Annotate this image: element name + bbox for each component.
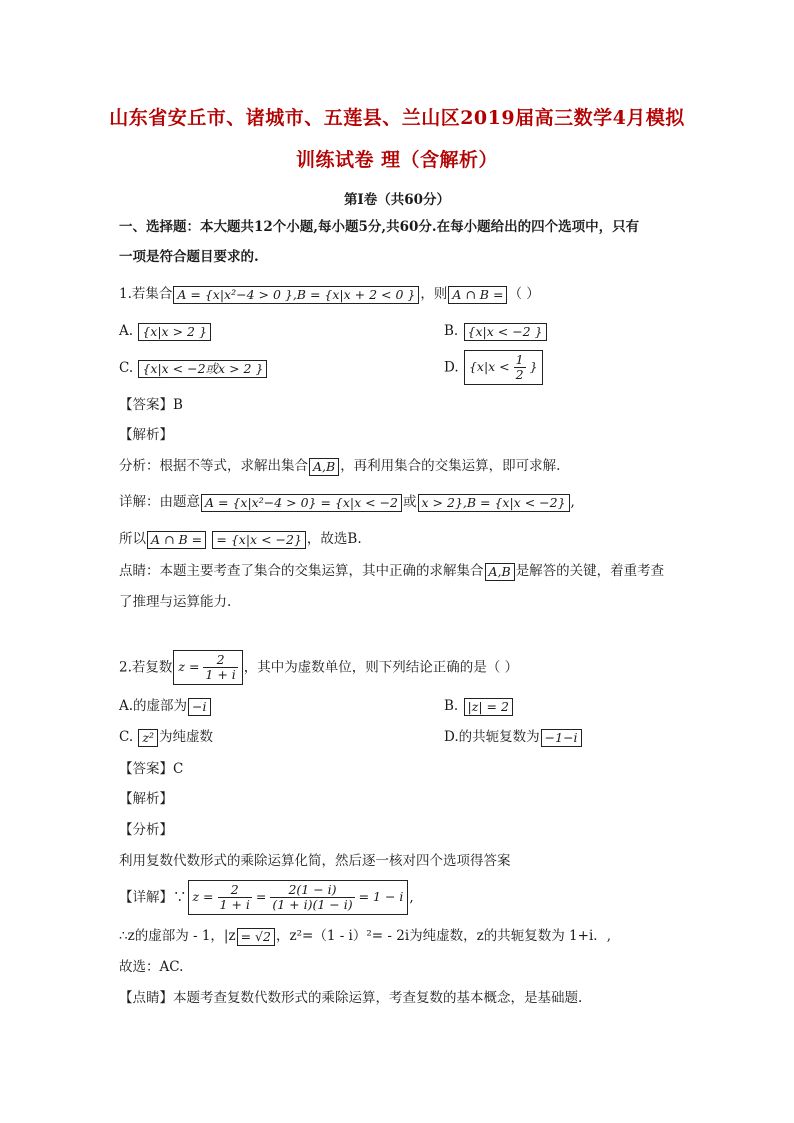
q1-option-d-right: } <box>529 359 538 374</box>
q1-answer: 【答案】B <box>119 397 183 413</box>
q2-result-text-2: ，z²=（1 - i）²= - 2i为纯虚数，z的共轭复数为 1+i．, <box>275 928 612 944</box>
q2-detail <box>119 880 414 915</box>
q2-result <box>119 927 611 946</box>
instruction-line-1: 一、选择题：本大题共12个小题,每小题5分,共60分.在每小题给出的四个选项中，只有 <box>119 219 640 235</box>
q2-stem-denominator: 1 + i <box>205 667 236 682</box>
q1-stem-suffix: （ ） <box>508 286 540 302</box>
q1-analysis-heading: 【解析】 <box>119 427 173 443</box>
q2-option-a-text: A.的虚部为 <box>119 698 188 714</box>
q1-detail-text-3: , <box>570 494 575 510</box>
q1-analysis-math-1: A,B <box>309 458 339 476</box>
q1-analysis <box>119 457 560 476</box>
q1-analysis-text-1: 分析：根据不等式，求解出集合 <box>119 458 308 474</box>
q1-comment-text-2: 是解答的关键，着重考查 <box>515 563 665 579</box>
q2-detail-label: 【详解】∵ <box>119 889 187 906</box>
q2-fenxi-heading: 【分析】 <box>119 822 173 838</box>
q2-stem <box>119 650 518 685</box>
q1-detail-math-1: A = {x|x²−4 > 0} = {x|x < −2 <box>201 494 402 512</box>
q1-detail-text-2: 或 <box>403 494 417 510</box>
q2-stem-z: z = <box>178 659 200 674</box>
q1-detail-math-2: x > 2},B = {x|x < −2} <box>418 494 570 512</box>
q2-detail-z: z = <box>192 889 214 904</box>
q2-answer: 【答案】C <box>119 761 184 777</box>
q1-comment <box>119 562 664 581</box>
q2-detail-fraction-1 <box>218 883 252 912</box>
q2-stem-prefix: 2.若复数 <box>119 659 173 676</box>
instruction-line-2: 一项是符合题目要求的. <box>119 249 259 265</box>
q2-option-d-text: D.的共轭复数为 <box>444 729 540 745</box>
q1-option-d-denominator: 2 <box>515 367 524 382</box>
q1-analysis-text-2: ，再利用集合的交集运算，即可求解. <box>340 458 561 474</box>
section-heading: 第Ⅰ卷（共60分） <box>343 192 451 208</box>
q1-comment-math-1: A,B <box>485 563 515 581</box>
q2-analysis-heading: 【解析】 <box>119 791 173 807</box>
q1-option-a-label: A. <box>119 323 134 339</box>
q1-so-text-2: ，故选B. <box>306 531 362 547</box>
q1-detail <box>119 493 575 512</box>
q2-option-b-math: |z| = 2 <box>464 698 513 716</box>
q2-option-d <box>444 728 583 747</box>
q2-detail-equals: = <box>255 889 267 904</box>
q1-stem <box>119 285 540 304</box>
q2-option-c <box>119 728 213 747</box>
q1-option-b-label: B. <box>444 323 459 339</box>
q2-option-c-math: z² <box>138 729 158 747</box>
q1-so-math-1: A ∩ B = <box>147 531 206 549</box>
q2-option-c-text: 为纯虚数 <box>159 729 214 745</box>
q2-detail-f2-numerator: 2(1 − i) <box>270 883 354 898</box>
q1-option-a-math: {x|x > 2 } <box>138 323 211 341</box>
q1-option-d-numerator: 1 <box>515 352 524 367</box>
q2-detail-fraction-2 <box>270 883 354 912</box>
document-title-line-1: 山东省安丘市、诸城市、五莲县、兰山区2019届高三数学4月模拟 <box>109 107 685 129</box>
q1-option-c <box>119 359 268 378</box>
q1-option-b-math: {x|x < −2 } <box>464 323 547 341</box>
q1-set-definition: A = {x|x²−4 > 0 },B = {x|x + 2 < 0 } <box>173 286 419 304</box>
document-title-line-2: 训练试卷 理（含解析） <box>295 149 499 171</box>
q2-option-b-label: B. <box>444 698 459 714</box>
q1-comment-text-1: 点睛：本题主要考查了集合的交集运算，其中正确的求解集合 <box>119 563 484 579</box>
q1-intersection-expr: A ∩ B = <box>448 286 507 304</box>
q2-detail-f2-denominator: (1 + i)(1 − i) <box>272 897 353 912</box>
q2-option-b <box>444 697 514 716</box>
q1-comment-line-2: 了推理与运算能力. <box>119 594 232 610</box>
q2-option-d-math: −1−i <box>541 729 582 747</box>
q2-detail-f1-numerator: 2 <box>218 883 252 898</box>
q2-option-a-math: −i <box>188 698 210 716</box>
q2-stem-numerator: 2 <box>203 653 237 668</box>
q1-stem-mid: ，则 <box>420 286 448 302</box>
q1-option-d-fraction <box>514 353 526 382</box>
q2-option-c-label: C. <box>119 729 134 745</box>
q2-detail-math <box>188 880 409 915</box>
q2-choose: 故选：AC. <box>119 959 184 975</box>
q1-option-c-label: C. <box>119 360 134 376</box>
q2-result-text-1: ∴z的虚部为 - 1，|z <box>119 928 236 944</box>
q2-fenxi-text: 利用复数代数形式的乘除运算化简，然后逐一核对四个选项得答案 <box>119 853 511 869</box>
q2-detail-result: = 1 − i <box>358 889 404 904</box>
q1-conclusion <box>119 530 362 549</box>
q1-option-b <box>444 322 548 341</box>
q2-detail-f1-denominator: 1 + i <box>219 897 250 912</box>
q2-stem-suffix: ，其中为虚数单位，则下列结论正确的是（ ） <box>243 659 519 676</box>
q2-result-math: = √2 <box>237 928 275 946</box>
q2-stem-math <box>173 650 242 685</box>
q1-detail-text-1: 详解：由题意 <box>119 494 200 510</box>
q1-option-d-label: D. <box>444 359 459 376</box>
q2-detail-comma: , <box>409 889 414 906</box>
q1-option-a <box>119 322 212 341</box>
q1-so-text-1: 所以 <box>119 531 146 547</box>
q1-so-math-2: = {x|x < −2} <box>212 531 306 549</box>
q1-option-c-math: {x|x < −2或x > 2 } <box>138 360 267 378</box>
q2-comment: 【点睛】本题考查复数代数形式的乘除运算，考查复数的基本概念，是基础题. <box>119 990 583 1006</box>
q2-option-a <box>119 697 212 716</box>
q1-option-d <box>444 350 544 385</box>
q1-option-d-math <box>464 350 543 385</box>
q1-option-d-left: {x|x < <box>468 359 510 374</box>
q1-stem-prefix: 1.若集合 <box>119 286 173 302</box>
q2-stem-fraction <box>203 653 237 682</box>
